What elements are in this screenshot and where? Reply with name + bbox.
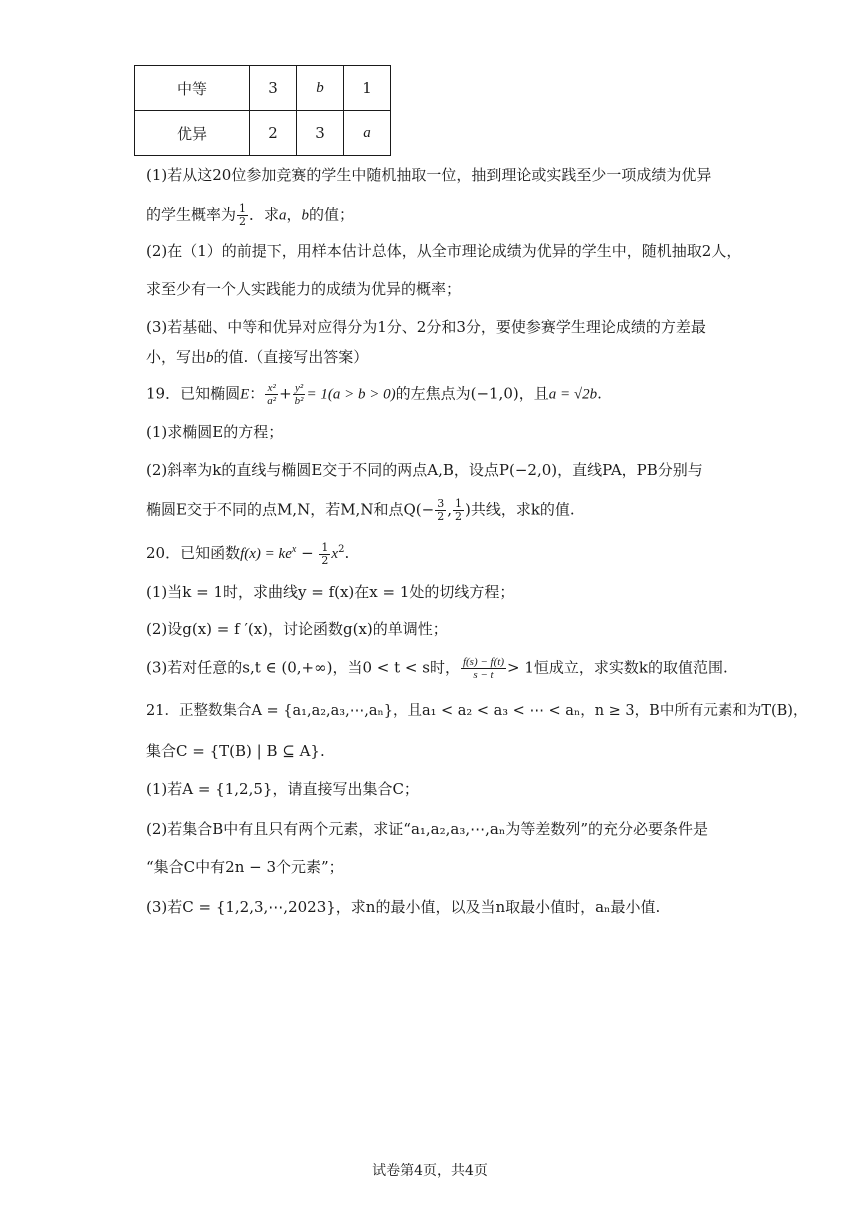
text: + (279, 384, 292, 403)
text: f(x) = ke (240, 546, 292, 562)
q21-part1: (1)若A = {1,2,5}，请直接写出集合C； (146, 780, 419, 798)
fraction-numerator: 1 (321, 540, 329, 554)
fraction (319, 542, 330, 567)
text: )共线，求k的值. (464, 500, 575, 519)
q19-stem (146, 382, 602, 407)
fraction-denominator: 2 (239, 215, 247, 228)
fraction-denominator: 2 (321, 553, 329, 567)
text: . (597, 384, 602, 403)
q20-part2: (2)设g(x) = f ′(x)，讨论函数g(x)的单调性； (146, 620, 448, 638)
text: ， (286, 205, 302, 224)
text: 椭圆E交于不同的点M,N，若M,N和点Q(− (146, 500, 435, 519)
q18-part2-line1: (2)在（1）的前提下，用样本估计总体，从全市理论成绩为优异的学生中，随机抽取2人， (146, 242, 742, 260)
page-footer: 试卷第4页，共4页 (372, 1163, 488, 1179)
q21-part2-line1: (2)若集合B中有且只有两个元素，求证“a₁,a₂,a₃,⋯,aₙ为等差数列”的充分必要条件是 (146, 820, 708, 838)
fraction-numerator: 1 (454, 497, 462, 510)
q20-part3 (146, 656, 728, 681)
q18-part3-line1: (3)若基础、中等和优异对应得分为1分、2分和3分，要使参赛学生理论成绩的方差最 (146, 318, 706, 336)
fraction-denominator: 2 (454, 510, 462, 523)
var: b (206, 350, 214, 366)
q18-part1-line1: (1)若从这20位参加竞赛的学生中随机抽取一位，抽到理论或实践至少一项成绩为优异 (146, 166, 712, 184)
fraction-numerator: f(s) − f(t) (462, 656, 504, 668)
fraction-numerator: 3 (437, 497, 445, 510)
fraction-denominator: b² (294, 395, 304, 407)
table-cell: 3 (250, 66, 297, 111)
fraction (293, 382, 306, 407)
q18-part3-line2 (146, 347, 368, 368)
q21-part3: (3)若C = {1,2,3,⋯,2023}，求n的最小值，以及当n取最小值时，aₙ最小值. (146, 898, 661, 916)
table-row (135, 111, 391, 156)
q20-stem (146, 540, 349, 567)
table-cell: 中等 (135, 66, 250, 111)
text: 20．已知函数 (146, 544, 241, 562)
q21-part2-line2: “集合C中有2n − 3个元素”； (146, 858, 344, 876)
text: 19．已知椭圆 (146, 384, 241, 403)
text: 的学生概率为 (146, 205, 237, 224)
fraction-numerator: 1 (239, 202, 247, 215)
fraction-numerator: y² (293, 382, 306, 395)
fraction (237, 203, 248, 228)
table-cell: a (344, 111, 391, 156)
table-cell: 1 (344, 66, 391, 111)
q18-part2-line2: 求至少有一个人实践能力的成绩为优异的概率； (146, 280, 462, 298)
q21-stem-line2: 集合C = {T(B) | B ⊆ A}. (146, 742, 325, 760)
fraction (461, 656, 506, 681)
fraction (265, 382, 278, 407)
var: E (240, 386, 250, 403)
text: = 1(a > b > 0) (306, 386, 396, 403)
fraction (435, 498, 446, 523)
table-cell: 3 (297, 111, 344, 156)
var: b (301, 207, 310, 224)
table-cell: b (297, 66, 344, 111)
q20-part1: (1)当k = 1时，求曲线y = f(x)在x = 1处的切线方程； (146, 583, 515, 601)
q19-part2-line1: (2)斜率为k的直线与椭圆E交于不同的两点A,B，设点P(−2,0)，直线PA，PB分别与 (146, 461, 703, 479)
text: ： (249, 384, 265, 403)
text: (3)若对任意的s,t ∈ (0,+∞)，当0 < t < s时， (146, 658, 460, 677)
text: . (344, 544, 350, 562)
q19-part1: (1)求椭圆E的方程； (146, 423, 284, 441)
text: , (447, 500, 452, 519)
fraction-denominator: a² (267, 395, 277, 407)
superscript: x (291, 544, 297, 555)
var: a (279, 207, 287, 224)
text: 的值； (309, 205, 355, 224)
text: − (296, 544, 319, 562)
table-cell: 2 (250, 111, 297, 156)
fraction-denominator: s − t (473, 669, 494, 681)
superscript: 2 (338, 544, 345, 555)
text: a = √2b (548, 386, 598, 403)
text: 的左焦点为(−1,0)，且 (395, 384, 549, 403)
text: ．求 (249, 205, 280, 224)
text: 的值.（直接写出答案） (213, 348, 369, 366)
text: x (331, 546, 339, 562)
q19-part2-line2 (146, 498, 575, 523)
q18-part1-line2 (146, 203, 354, 228)
table-row (135, 66, 391, 111)
text: 小，写出 (146, 348, 207, 366)
q21-stem-line1: 21．正整数集合A = {a₁,a₂,a₃,⋯,aₙ}，且a₁ < a₂ < a₃ < ⋯ < aₙ，n ≥ 3，B中所有元素和为T(B)， (146, 703, 808, 719)
table-cell: 优异 (135, 111, 250, 156)
fraction-denominator: 2 (437, 510, 445, 523)
fraction-numerator: x² (265, 382, 278, 395)
score-table (134, 65, 391, 156)
fraction (453, 498, 464, 523)
text: > 1恒成立，求实数k的取值范围. (506, 658, 728, 677)
